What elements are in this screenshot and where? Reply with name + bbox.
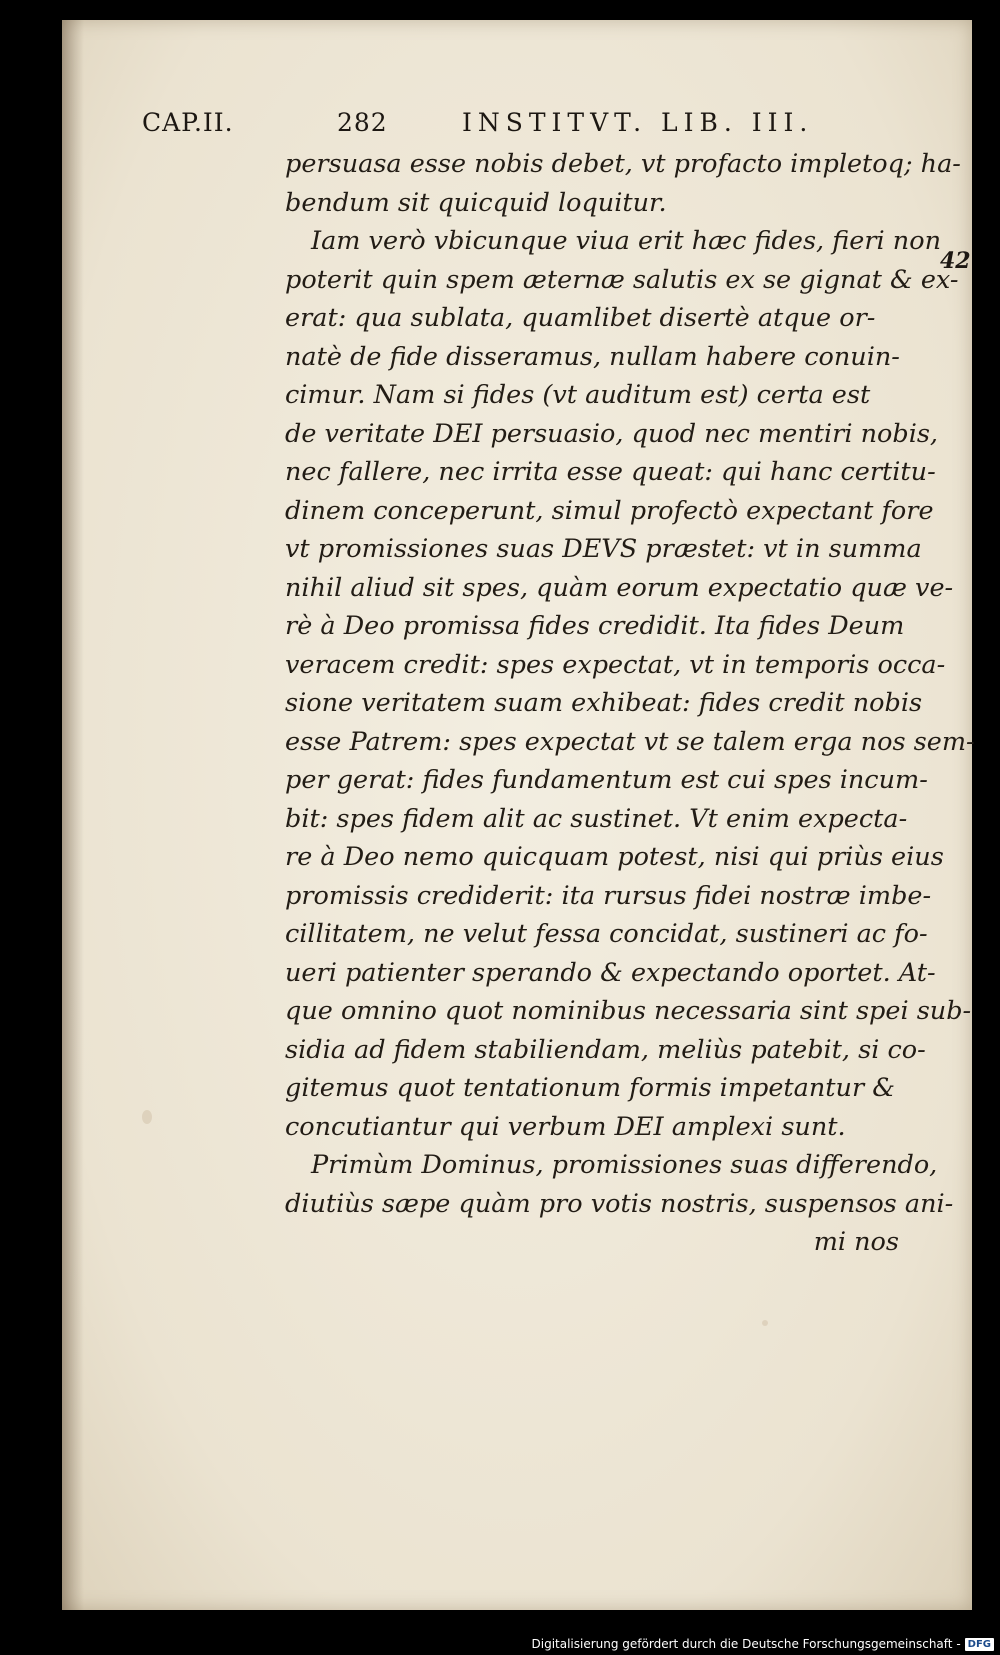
text-line: rè à Deo promissa fides credidit. Ita fides Deum [285,611,905,641]
dfg-logo: DFG [965,1638,994,1651]
text-line: cimur. Nam si fides (vt auditum est) certa est [285,380,871,410]
text-line: per gerat: fides fundamentum est cui spes incum- [285,765,928,795]
digitization-credit [532,1637,995,1651]
running-header [132,108,902,148]
text-line: Iam verò vbicunque viua erit hæc fides, fieri non [311,226,941,256]
text-line: de veritate DEI persuasio, quod nec mentiri nobis, [285,418,939,449]
chapter-label: CAP.II. [142,108,234,137]
page-number: 282 [337,108,388,137]
text-line: gitemus quot tentationum formis impetantur & [285,1073,895,1103]
text-line: nec fallere, nec irrita esse queat: qui hanc certitu- [285,457,936,487]
text-line: cillitatem, ne velut fessa concidat, sustineri ac fo- [285,919,928,949]
text-line: persuasa esse nobis debet, vt profacto impletoq; ha- [285,149,961,179]
text-line: poterit quin spem æternæ salutis ex se gignat & ex- [285,264,959,295]
text-line: vt promissiones suas DEVS præstet: vt in summa [285,534,922,564]
text-line: natè de fide disseramus, nullam habere conuin- [285,341,900,372]
text-line: concutiantur qui verbum DEI amplexi sunt. [285,1111,846,1142]
credit-text: Digitalisierung gefördert durch die Deutsche Forschungsgemeinschaft - [531,1637,961,1651]
text-line: veracem credit: spes expectat, vt in temporis occa- [285,649,946,680]
text-line: sione veritatem suam exhibeat: fides credit nobis [285,688,923,718]
margin-note: 42 [940,248,971,274]
text-line: diutiùs sæpe quàm pro votis nostris, suspensos ani- [285,1188,954,1219]
text-line: ueri patienter sperando & expectando oportet. At- [285,957,936,988]
running-title: INSTITVT. LIB. III. [462,108,814,137]
spine-shadow [62,20,84,1610]
text-line: esse Patrem: spes expectat vt se talem erga nos sem- [285,726,975,757]
text-line: que omnino quot nominibus necessaria sint spei sub- [285,996,972,1026]
text-line: sidia ad fidem stabiliendam, meliùs patebit, si co- [285,1034,926,1065]
paper-stain [142,1110,152,1124]
text-line: promissis crediderit: ita rursus fidei nostræ imbe- [285,880,932,911]
text-line: Primùm Dominus, promissiones suas differendo, [311,1150,938,1180]
text-line: nihil aliud sit spes, quàm eorum expectatio quæ ve- [285,572,954,603]
text-line: bendum sit quicquid loquitur. [285,187,667,218]
paper-stain [762,1320,768,1326]
text-line: re à Deo nemo quicquam potest, nisi qui priùs eius [285,842,944,872]
catchword: mi nos [813,1227,899,1257]
text-line: bit: spes fidem alit ac sustinet. Vt enim expecta- [285,803,908,834]
text-line: dinem conceperunt, simul profectò expectant fore [285,495,934,526]
text-line: erat: qua sublata, quamlibet disertè atque or- [285,303,876,333]
